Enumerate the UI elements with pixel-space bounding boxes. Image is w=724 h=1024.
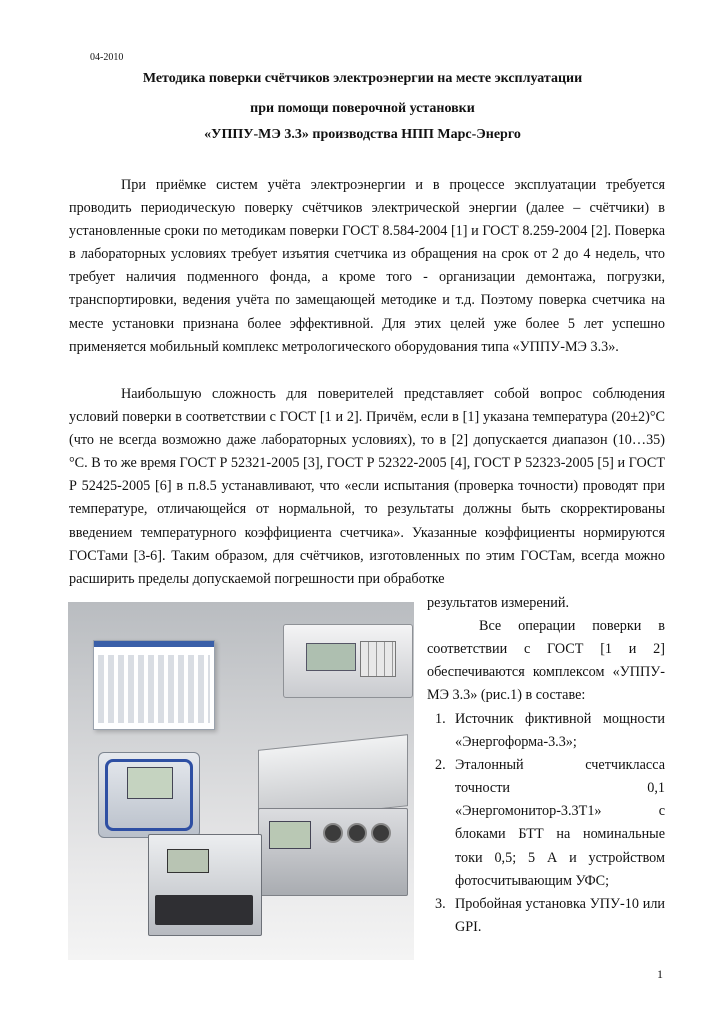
portable-case (258, 808, 408, 896)
page-number: 1 (657, 967, 663, 981)
title-line-3: «УППУ-МЭ 3.3» производства НПП Марс-Энерго (204, 127, 521, 142)
paragraph-2: Наибольшую сложность для поверителей представляет собой вопрос соблюдения условий поверки в соответствии с ГОСТ [1 и 2]. Причём, если в [1] указана температура (20±2)°С (что не всегда возможно даже лабораторных условиях), то в [2] допускается диапазон (10…35) °С. В то же время ГОСТ Р 52321-2005 [3], ГОСТ Р 52322-2005 [4], ГОСТ Р 52323-2005 [5] и ГОСТ Р 52425-2005 [6] в п.8.5 устанавливают, что «если испытания (проверка точности) проводят при температуре, отличающейся от нормальной, то результаты должны быть скорректированы введением температурного коэффициента счетчика». Указанные коэффициенты нормируются ГОСТами [3-6]. Таким образом, для счётчиков, изготовленных по этим ГОСТам, всегда можно расширить пределы допускаемой погрешности при обработке (69, 386, 665, 587)
equipment-list (427, 708, 665, 939)
software-window (93, 640, 215, 730)
title-line-2: при помощи поверочной установки (250, 101, 475, 116)
rack-instrument (283, 624, 413, 698)
document-date: 04-2010 (90, 52, 124, 63)
equipment-photo (68, 602, 414, 960)
electricity-meter (148, 834, 262, 936)
title-line-1: Методика поверки счётчиков электроэнергии на месте эксплуатации (142, 71, 583, 86)
list-item: 2. Эталонный счетчикласса точности 0,1 «Энергомонитор-3.3Т1» с блоками БТТ на номинальные токи 0,5; 5 А и устройством фотосчитывающим УФС; (435, 757, 665, 889)
list-item: 3. Пробойная установка УПУ-10 или GPI. (435, 895, 665, 935)
paragraph-1: При приёмке систем учёта электроэнергии и в процессе эксплуатации требуется проводить периодическую поверку счётчиков электрической энергии (далее – счётчики) в установленные сроки по методикам поверки ГОСТ 8.584-2004 [1] и ГОСТ 8.259-2004 [2]. Поверка в лабораторных условиях требует изъятия счетчика из обращения на срок от 2 до 4 недель, что требует наличия подменного фонда, а кроме того - организации демонтажа, погрузки, транспортировки, ведения учёта по замещающей методике и т.д. Поэтому поверка счетчика на месте установки признана более эффективной. Для этих целей уже более 5 лет успешно применяется мобильный комплекс метрологического оборудования типа «УППУ-МЭ 3.3». (69, 177, 665, 355)
paragraph-3: Все операции поверки в соответствии с ГОСТ [1 и 2] обеспечиваются комплексом «УППУ-МЭ 3.3» (рис.1) в составе: (427, 618, 665, 704)
list-item: 1. Источник фиктивной мощности «Энергоформа-3.3»; (435, 711, 665, 751)
reference-meter-device (98, 752, 200, 838)
paragraph-2-end: результатов измерений. (427, 595, 569, 611)
